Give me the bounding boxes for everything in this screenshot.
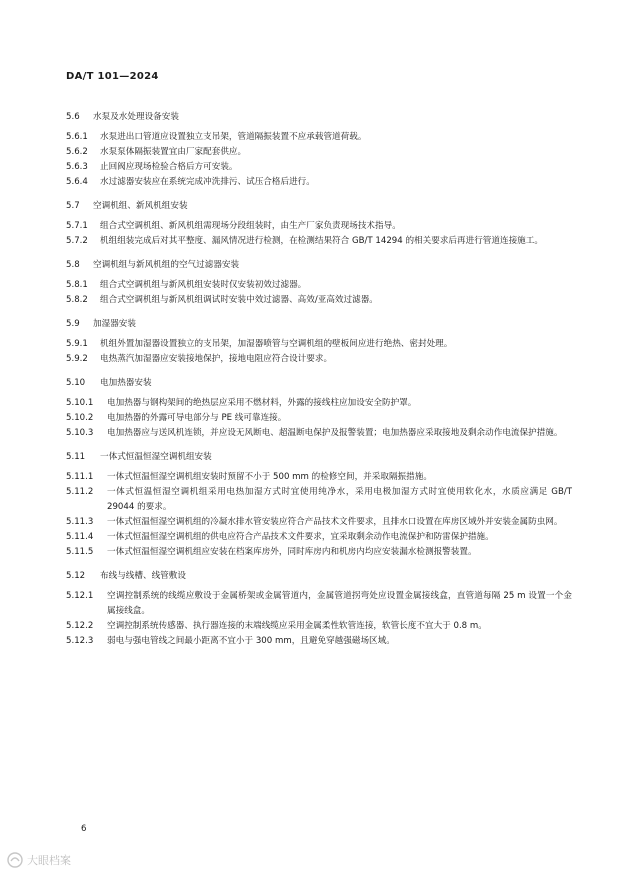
clause-text: 机组组装完成后对其平整度、漏风情况进行检测，在检测结果符合 GB/T 14294 的相关要求后再进行管道连接施工。: [100, 236, 543, 246]
section-heading: [66, 258, 572, 273]
clause-number: 5.10.2: [66, 413, 94, 423]
section-number: 5.7: [66, 201, 80, 211]
clause-number: 5.11.3: [66, 517, 94, 527]
section-title: 电加热器安装: [100, 378, 152, 388]
clause-number: 5.8.2: [66, 295, 88, 305]
clause: [66, 396, 572, 411]
clause-number: 5.11.2: [66, 487, 94, 497]
clause: [66, 293, 572, 308]
clause-number: 5.7.2: [66, 236, 88, 246]
clause: [66, 545, 572, 560]
clause-number: 5.6.3: [66, 162, 88, 172]
clause-text: 止回阀应现场检验合格后方可安装。: [100, 162, 238, 172]
section-number: 5.6: [66, 112, 80, 122]
clause-text: 电加热器的外露可导电部分与 PE 线可靠连接。: [107, 413, 287, 423]
section-number: 5.11: [66, 452, 86, 462]
clause: [66, 619, 572, 634]
clause: [66, 485, 572, 515]
clause: [66, 145, 572, 160]
clause-number: 5.7.1: [66, 221, 88, 231]
section-title: 空调机组、新风机组安装: [93, 201, 188, 211]
clause-text: 空调控制系统传感器、执行器连接的末端线缆应采用金属柔性软管连接，软管长度不宜大于 0.8 m。: [107, 621, 487, 631]
section-title: 布线与线槽、线管敷设: [100, 571, 186, 581]
clause-text: 水泵进出口管道应设置独立支吊架，管道隔振装置不应承载管道荷载。: [100, 132, 367, 142]
clause: [66, 530, 572, 545]
clause-text: 一体式恒温恒湿空调机组的供电应符合产品技术文件要求，宜采取剩余动作电流保护和防雷保护措施。: [107, 532, 494, 542]
clause-number: 5.12.1: [66, 591, 94, 601]
clause-number: 5.10.3: [66, 428, 94, 438]
clause: [66, 160, 572, 175]
clause-number: 5.6.1: [66, 132, 88, 142]
clause: [66, 278, 572, 293]
clause-text: 电加热器应与送风机连锁，并应设无风断电、超温断电保护及报警装置；电加热器应采取接地及剩余动作电流保护措施。: [107, 428, 563, 438]
clause-number: 5.9.1: [66, 339, 88, 349]
document-body: [66, 110, 572, 649]
clause: [66, 234, 572, 249]
section-heading: [66, 450, 572, 465]
clause-text: 电热蒸汽加湿器应安装接地保护，接地电阻应符合设计要求。: [100, 354, 333, 364]
clause-number: 5.11.5: [66, 547, 94, 557]
clause: [66, 175, 572, 190]
clause: [66, 589, 572, 619]
clause-text: 空调控制系统的线缆应敷设于金属桥架或金属管道内，金属管道拐弯处应设置金属接线盒，直管道每隔 25 m 设置一个金属接线盒。: [107, 591, 572, 616]
clause-number: 5.11.1: [66, 472, 94, 482]
clause-number: 5.12.3: [66, 636, 94, 646]
clause: [66, 337, 572, 352]
clause: [66, 634, 572, 649]
clause: [66, 219, 572, 234]
clause-text: 一体式恒温恒湿空调机组安装时预留不小于 500 mm 的检修空间，并采取隔振措施。: [107, 472, 432, 482]
clause-number: 5.9.2: [66, 354, 88, 364]
watermark-logo-icon: [6, 851, 24, 869]
clause-text: 组合式空调机组与新风机组调试时安装中效过滤器、高效/亚高效过滤器。: [100, 295, 378, 305]
clause-number: 5.6.4: [66, 177, 88, 187]
clause-number: 5.11.4: [66, 532, 94, 542]
clause-text: 弱电与强电管线之间最小距离不宜小于 300 mm，且避免穿越强磁场区域。: [107, 636, 395, 646]
clause-number: 5.6.2: [66, 147, 88, 157]
clause-text: 电加热器与钢构架间的绝热层应采用不燃材料，外露的接线柱应加设安全防护罩。: [107, 398, 417, 408]
clause-number: 5.8.1: [66, 280, 88, 290]
clause: [66, 426, 572, 441]
section-title: 加湿器安装: [93, 319, 136, 329]
section-number: 5.10: [66, 378, 86, 388]
section-title: 空调机组与新风机组的空气过滤器安装: [93, 260, 240, 270]
clause-text: 机组外置加湿器设置独立的支吊架，加湿器喷管与空调机组的壁板间应进行绝热、密封处理。: [100, 339, 453, 349]
standard-code-header: DA/T 101—2024: [66, 71, 159, 82]
clause-text: 一体式恒温恒湿空调机组的冷凝水排水管安装应符合产品技术文件要求，且排水口设置在库房区域外并安装金属防虫网。: [107, 517, 563, 527]
section-number: 5.12: [66, 571, 86, 581]
clause-number: 5.12.2: [66, 621, 94, 631]
clause-text: 一体式恒温恒湿空调机组采用电热加湿方式时宜使用纯净水，采用电极加湿方式时宜使用软化水，水质应满足 GB/T 29044 的要求。: [107, 487, 572, 512]
clause-text: 水泵泵体隔振装置宜由厂家配套供应。: [100, 147, 247, 157]
clause: [66, 411, 572, 426]
page-number: 6: [81, 824, 87, 834]
section-heading: [66, 199, 572, 214]
watermark: [6, 851, 71, 869]
section-heading: [66, 110, 572, 125]
clause-text: 组合式空调机组与新风机组安装时仅安装初效过滤器。: [100, 280, 307, 290]
section-number: 5.9: [66, 319, 80, 329]
clause-text: 组合式空调机组、新风机组需现场分段组装时，由生产厂家负责现场技术指导。: [100, 221, 401, 231]
clause-number: 5.10.1: [66, 398, 94, 408]
clause-text: 水过滤器安装应在系统完成冲洗排污、试压合格后进行。: [100, 177, 315, 187]
clause: [66, 515, 572, 530]
watermark-text: 大眼档案: [27, 854, 71, 867]
clause: [66, 470, 572, 485]
section-heading: [66, 376, 572, 391]
section-title: 一体式恒温恒湿空调机组安装: [100, 452, 212, 462]
section-title: 水泵及水处理设备安装: [93, 112, 179, 122]
section-number: 5.8: [66, 260, 80, 270]
clause: [66, 130, 572, 145]
clause: [66, 352, 572, 367]
section-heading: [66, 569, 572, 584]
clause-text: 一体式恒温恒湿空调机组应安装在档案库房外，同时库房内和机房内均应安装漏水检测报警装置。: [107, 547, 477, 557]
section-heading: [66, 317, 572, 332]
